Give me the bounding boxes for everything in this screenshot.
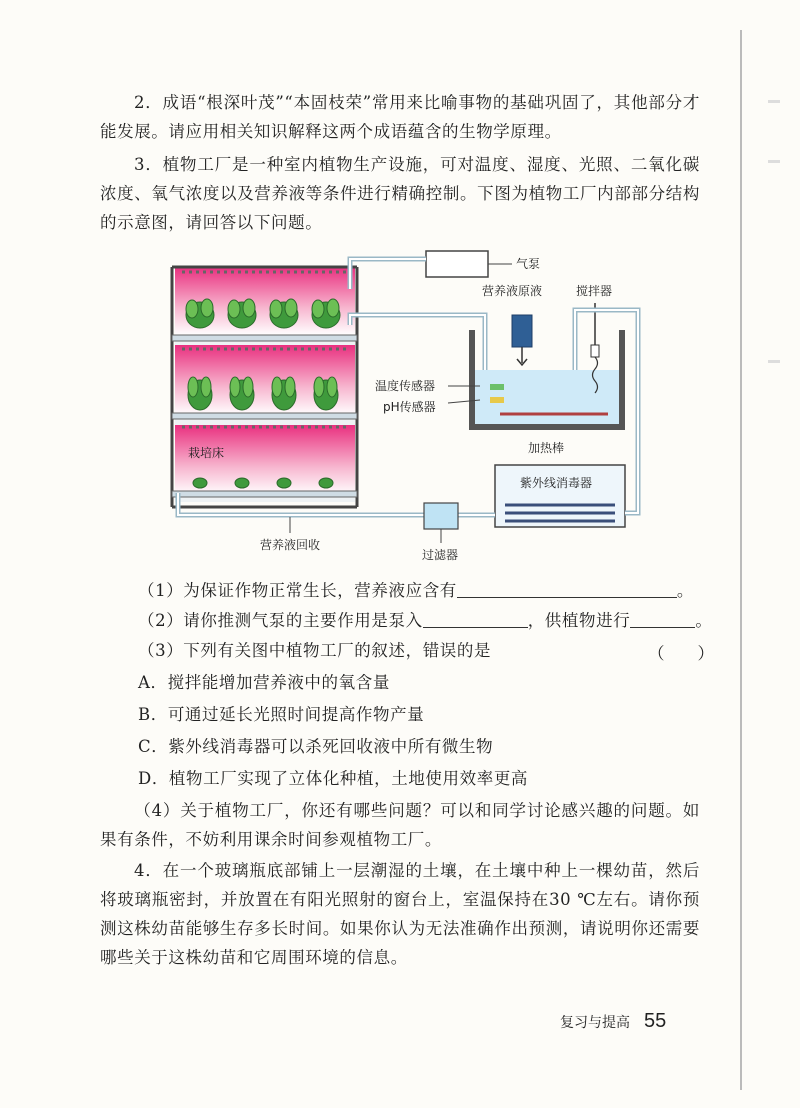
sub-question-2: （2）请你推测气泵的主要作用是泵入 ，供植物进行 。: [138, 611, 713, 630]
label-filter: 过滤器: [422, 548, 459, 562]
sub-question-3: （3）下列有关图中植物工厂的叙述，错误的是: [138, 641, 492, 660]
label-stirrer: 搅拌器: [576, 284, 613, 298]
answer-blank[interactable]: [630, 609, 695, 628]
question-2: 2．成语“根深叶茂”“本固枝荣”常用来比喻事物的基础巩固了，其他部分才能发展。请应用相关知识解释这两个成语蕴含的生物学原理。: [100, 93, 700, 141]
label-bed: 栽培床: [188, 446, 225, 460]
uv-sterilizer: [495, 465, 625, 527]
answer-blank[interactable]: [423, 609, 528, 628]
answer-blank[interactable]: [457, 579, 677, 598]
plant-factory-diagram: [150, 245, 790, 565]
sub-question-1: （1）为保证作物正常生长，营养液应含有 。: [138, 581, 695, 600]
nutrient-tank: [469, 303, 625, 427]
label-ph-sensor: pH传感器: [383, 400, 436, 414]
label-nutrient-stock: 营养液原液: [482, 284, 543, 298]
option-c: C．紫外线消毒器可以杀死回收液中所有微生物: [138, 737, 494, 756]
option-b: B．可通过延长光照时间提高作物产量: [138, 705, 425, 724]
question-3: 3．植物工厂是一种室内植物生产设施，可对温度、湿度、光照、二氧化碳浓度、氧气浓度以及营养液等条件进行精确控制。下图为植物工厂内部部分结构的示意图，请回答以下问题。: [100, 155, 700, 232]
label-heater: 加热棒: [528, 441, 565, 455]
label-recycle: 营养液回收: [260, 538, 321, 552]
filter: [424, 503, 458, 529]
section-name: 复习与提高: [560, 1015, 630, 1031]
page-number: 55: [644, 1010, 667, 1032]
label-uv: 紫外线消毒器: [520, 476, 593, 490]
label-air-pump: 气泵: [516, 257, 541, 271]
option-d: D．植物工厂实现了立体化种植，土地使用效率更高: [138, 769, 529, 788]
question-4: 4．在一个玻璃瓶底部铺上一层潮湿的土壤，在土壤中种上一棵幼苗，然后将玻璃瓶密封，并放置在有阳光照射的窗台上，室温保持在30 ℃左右。请你预测这株幼苗能够生存多长时间。如果你认为无法准确作出预测，请说明你还需要哪些关于这株幼苗和它周围环境的信息。: [100, 861, 700, 967]
edge-mark: [768, 160, 780, 163]
label-temp-sensor: 温度传感器: [375, 379, 436, 393]
answer-paren[interactable]: （ ）: [648, 644, 714, 663]
option-a: A．搅拌能增加营养液中的氧含量: [138, 673, 390, 692]
edge-mark: [768, 100, 780, 103]
feed-tube: [350, 315, 485, 375]
sub-question-4: （4）关于植物工厂，你还有哪些问题？可以和同学讨论感兴趣的问题。如果有条件，不妨利用课余时间参观植物工厂。: [100, 801, 700, 849]
page-footer: [560, 1010, 666, 1033]
